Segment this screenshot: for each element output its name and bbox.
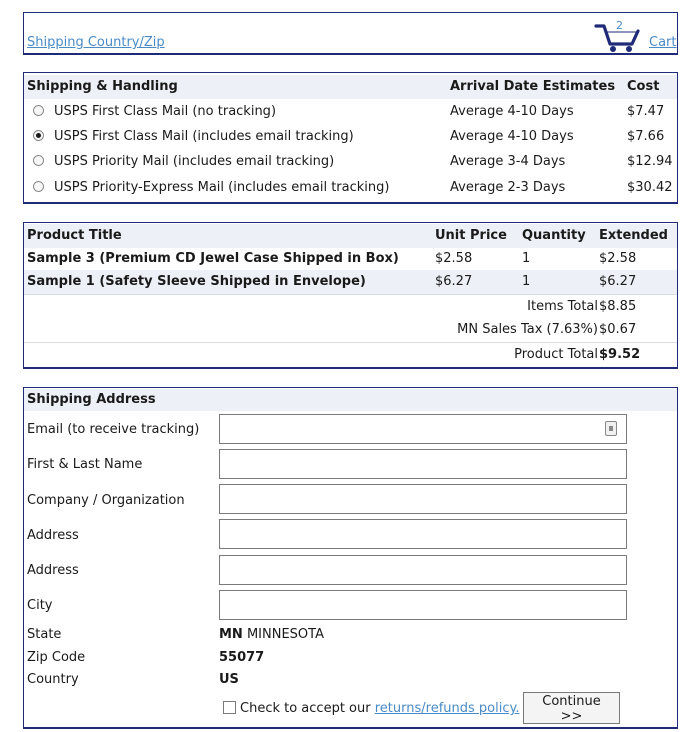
unit-price-header: Unit Price bbox=[435, 228, 507, 243]
shipping-option-estimate: Average 3-4 Days bbox=[450, 154, 566, 169]
top-bar bbox=[23, 12, 678, 55]
state-code: MN bbox=[219, 627, 243, 642]
returns-refunds-policy-link[interactable]: returns/refunds policy. bbox=[374, 701, 520, 716]
items-total-label: Items Total bbox=[527, 299, 598, 314]
address-label: Address bbox=[27, 528, 79, 543]
divider bbox=[24, 342, 677, 343]
address-line-2-field[interactable] bbox=[219, 555, 627, 585]
accept-policy-checkbox[interactable] bbox=[223, 701, 236, 714]
product-unit-price: $6.27 bbox=[435, 274, 473, 289]
address-label: Address bbox=[27, 563, 79, 578]
accept-policy-prefix: Check to accept our bbox=[240, 701, 371, 716]
cart-count-badge: 2 bbox=[616, 19, 623, 32]
autofill-contact-icon[interactable] bbox=[605, 421, 617, 436]
shipping-option-row[interactable] bbox=[24, 150, 677, 174]
product-title: Sample 3 (Premium CD Jewel Case Shipped in Box) bbox=[27, 251, 399, 266]
shipping-option-label: USPS First Class Mail (includes email tracking) bbox=[54, 129, 354, 144]
company-field[interactable] bbox=[219, 484, 627, 514]
divider bbox=[24, 294, 677, 295]
shipping-address-title: Shipping Address bbox=[27, 392, 156, 407]
shipping-options-table bbox=[23, 72, 678, 204]
cost-header: Cost bbox=[627, 79, 660, 94]
shipping-option-label: USPS Priority Mail (includes email tracking) bbox=[54, 154, 335, 169]
product-header-row bbox=[24, 224, 677, 248]
product-quantity: 1 bbox=[522, 251, 531, 266]
company-label: Company / Organization bbox=[27, 493, 185, 508]
zip-label: Zip Code bbox=[27, 650, 86, 665]
product-extended: $2.58 bbox=[599, 251, 637, 266]
shipping-option-estimate: Average 4-10 Days bbox=[450, 129, 574, 144]
shipping-option-cost: $12.94 bbox=[627, 154, 673, 169]
shipping-option-cost: $7.47 bbox=[627, 104, 665, 119]
shipping-country-zip-link[interactable]: Shipping Country/Zip bbox=[27, 35, 165, 50]
shipping-header: Shipping & Handling bbox=[27, 79, 178, 94]
product-row bbox=[24, 270, 677, 294]
product-total-value: $9.52 bbox=[599, 347, 641, 362]
accept-policy-text bbox=[240, 701, 519, 716]
city-field[interactable] bbox=[219, 590, 627, 620]
product-title-header: Product Title bbox=[27, 228, 122, 243]
shipping-option-cost: $30.42 bbox=[627, 180, 673, 195]
email-label: Email (to receive tracking) bbox=[27, 422, 200, 437]
shipping-option-row[interactable] bbox=[24, 176, 677, 200]
email-field[interactable] bbox=[219, 414, 627, 444]
shipping-option-label: USPS First Class Mail (no tracking) bbox=[54, 104, 277, 119]
product-total-label: Product Total bbox=[514, 347, 598, 362]
product-table bbox=[23, 222, 678, 369]
product-quantity: 1 bbox=[522, 274, 531, 289]
shipping-option-radio-selected[interactable] bbox=[33, 130, 44, 141]
shipping-header-row bbox=[24, 75, 677, 99]
shipping-option-radio[interactable] bbox=[33, 155, 44, 166]
state-label: State bbox=[27, 627, 62, 642]
state-value bbox=[219, 627, 324, 642]
city-label: City bbox=[27, 598, 53, 613]
zip-value: 55077 bbox=[219, 650, 265, 665]
country-label: Country bbox=[27, 672, 79, 687]
shipping-option-row[interactable] bbox=[24, 100, 677, 124]
product-title: Sample 1 (Safety Sleeve Shipped in Envelope) bbox=[27, 274, 366, 289]
shipping-option-row[interactable] bbox=[24, 125, 677, 149]
state-name: MINNESOTA bbox=[246, 627, 324, 642]
sales-tax-label: MN Sales Tax (7.63%) bbox=[457, 322, 598, 337]
extended-header: Extended bbox=[599, 228, 668, 243]
shipping-option-cost: $7.66 bbox=[627, 129, 665, 144]
arrival-header: Arrival Date Estimates bbox=[450, 79, 616, 94]
continue-button[interactable]: Continue >> bbox=[523, 692, 620, 724]
address-line-1-field[interactable] bbox=[219, 519, 627, 549]
country-value: US bbox=[219, 672, 239, 687]
items-total-value: $8.85 bbox=[599, 299, 637, 314]
shipping-option-estimate: Average 4-10 Days bbox=[450, 104, 574, 119]
shipping-option-radio[interactable] bbox=[33, 181, 44, 192]
shipping-option-estimate: Average 2-3 Days bbox=[450, 180, 566, 195]
sales-tax-value: $0.67 bbox=[599, 322, 637, 337]
quantity-header: Quantity bbox=[522, 228, 586, 243]
product-row bbox=[24, 247, 677, 271]
name-label: First & Last Name bbox=[27, 457, 143, 472]
shipping-option-radio[interactable] bbox=[33, 105, 44, 116]
name-field[interactable] bbox=[219, 449, 627, 479]
product-unit-price: $2.58 bbox=[435, 251, 473, 266]
shipping-address-form bbox=[23, 387, 678, 729]
shipping-option-label: USPS Priority-Express Mail (includes email tracking) bbox=[54, 180, 390, 195]
cart-link[interactable]: Cart bbox=[649, 35, 677, 50]
shipping-address-header bbox=[24, 389, 677, 411]
product-extended: $6.27 bbox=[599, 274, 637, 289]
